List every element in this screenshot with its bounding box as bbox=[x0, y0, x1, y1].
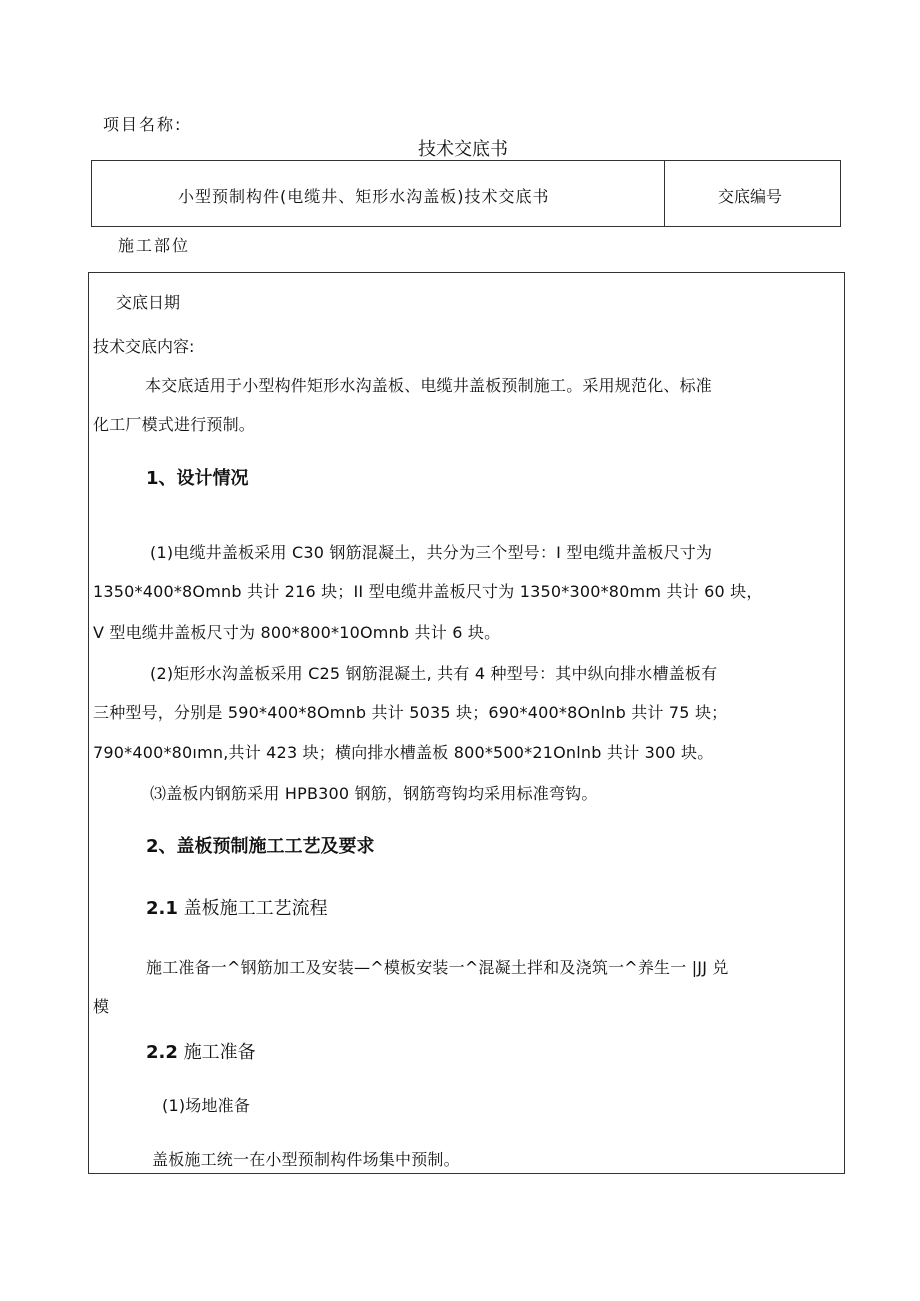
intro-line-2: 化工厂模式进行预制。 bbox=[93, 415, 256, 434]
subsection-2-2-number: 2.2 bbox=[146, 1042, 178, 1063]
construction-site-label: 施工部位 bbox=[118, 236, 191, 255]
section1-item2-line-3: 790*400*80ımn,共计 423 块；横向排水槽盖板 800*500*21Onlnb 共计 300 块。 bbox=[93, 743, 714, 762]
header-doc-name: 小型预制构件(电缆井、矩形水沟盖板)技术交底书 bbox=[178, 187, 550, 206]
header-doc-number-label: 交底编号 bbox=[718, 187, 783, 206]
intro-line-1: 本交底适用于小型构件矩形水沟盖板、电缆井盖板预制施工。采用规范化、标准 bbox=[145, 376, 713, 395]
subsection-2-1-number: 2.1 bbox=[146, 898, 178, 919]
section2-heading: 2、盖板预制施工工艺及要求 bbox=[146, 836, 375, 857]
process-flow-line-2: 模 bbox=[93, 997, 110, 1016]
header-table-divider bbox=[664, 160, 665, 227]
section1-item1-line-2: 1350*400*8Omnb 共计 216 块；II 型电缆井盖板尺寸为 1350*300*80mm 共计 60 块， bbox=[93, 582, 763, 601]
subsection-2-1 bbox=[146, 894, 328, 920]
document-title: 技术交底书 bbox=[418, 139, 508, 160]
site-prep-title: (1)场地准备 bbox=[162, 1096, 251, 1115]
section1-item3: ⑶盖板内钢筋采用 HPB300 钢筋，钢筋弯钩均采用标准弯钩。 bbox=[150, 784, 598, 803]
subsection-2-2-title: 施工准备 bbox=[183, 1042, 256, 1063]
site-prep-text: 盖板施工统一在小型预制构件场集中预制。 bbox=[152, 1150, 460, 1169]
date-label: 交底日期 bbox=[116, 293, 181, 312]
section1-item2-line-2: 三种型号，分别是 590*400*8Omnb 共计 5035 块；690*400*8Onlnb 共计 75 块； bbox=[93, 703, 728, 722]
process-flow-line-1: 施工准备一^钢筋加工及安装—^模板安装一^混凝土拌和及浇筑一^养生一 |JJ 兑 bbox=[146, 958, 729, 977]
project-name-label: 项目名称: bbox=[103, 115, 183, 134]
tech-content-label: 技术交底内容: bbox=[93, 337, 195, 356]
section1-item2-line-1: (2)矩形水沟盖板采用 C25 钢筋混凝土, 共有 4 种型号：其中纵向排水槽盖板有 bbox=[150, 664, 718, 683]
section1-item1-line-1: (1)电缆井盖板采用 C30 钢筋混凝土，共分为三个型号：I 型电缆井盖板尺寸为 bbox=[150, 543, 713, 562]
section1-heading: 1、设计情况 bbox=[146, 468, 249, 489]
section1-item1-line-3: V 型电缆井盖板尺寸为 800*800*10Omnb 共计 6 块。 bbox=[93, 623, 501, 642]
subsection-2-1-title: 盖板施工工艺流程 bbox=[183, 898, 328, 919]
subsection-2-2 bbox=[146, 1038, 256, 1064]
